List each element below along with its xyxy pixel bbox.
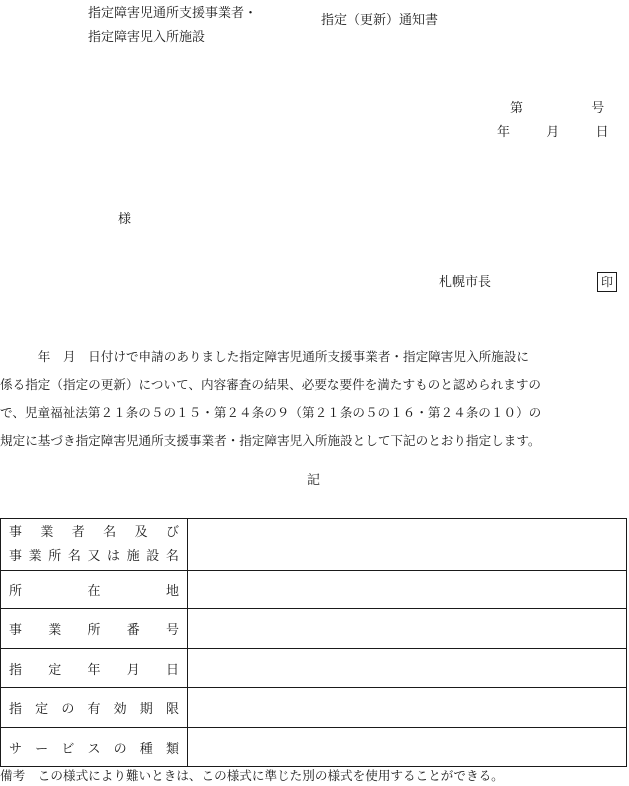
label-row2 <box>1 580 187 599</box>
label-char: ー <box>35 741 49 757</box>
label-char: 設 <box>146 548 160 564</box>
label-cell <box>1 609 188 649</box>
label-char: の <box>61 702 75 717</box>
label-char: 限 <box>165 702 179 717</box>
label-char: 年 <box>87 662 101 678</box>
label-char: 月 <box>126 662 140 678</box>
table-row <box>1 519 627 571</box>
label-row1-line1 <box>9 521 179 545</box>
notice-title-right: 指定（更新）通知書 <box>321 13 439 28</box>
date-month: 月 <box>546 125 560 140</box>
label-char: 地 <box>165 584 179 599</box>
label-char: 定 <box>35 702 49 717</box>
ki-heading: 記 <box>307 473 321 488</box>
label-char: 期 <box>139 702 153 717</box>
title-left-line1: 指定障害児通所支援事業者・ <box>88 6 258 21</box>
label-row6 <box>1 738 187 757</box>
label-char: 事 <box>9 623 23 638</box>
value-cell[interactable] <box>188 728 627 767</box>
label-row1-line2 <box>9 545 179 569</box>
label-row3 <box>1 619 187 638</box>
label-char: 日 <box>165 662 179 678</box>
label-char: 事 <box>9 524 23 540</box>
notice-title-left <box>88 2 257 50</box>
label-char: 番 <box>126 623 140 638</box>
body-line: 規定に基づき指定障害児通所支援事業者・指定障害児入所施設として下記のとおり指定します。 <box>0 433 541 448</box>
label-char: 業 <box>40 524 54 540</box>
reference-number <box>510 102 604 115</box>
label-char: 号 <box>165 623 179 638</box>
label-char: 所 <box>87 623 101 638</box>
date-year: 年 <box>497 125 511 140</box>
label-char: 名 <box>103 524 117 540</box>
label-cell <box>1 571 188 609</box>
table-row <box>1 649 627 688</box>
label-char: 有 <box>87 702 101 717</box>
label-char: 者 <box>71 524 85 540</box>
label-char: ビ <box>61 741 75 757</box>
label-char: 業 <box>48 623 62 638</box>
label-char: 在 <box>87 584 101 599</box>
label-char: ス <box>87 741 101 757</box>
label-cell <box>1 688 188 728</box>
table-row <box>1 609 627 649</box>
label-char: の <box>113 741 127 757</box>
value-cell[interactable] <box>188 571 627 609</box>
value-cell[interactable] <box>188 609 627 649</box>
issue-date <box>497 126 609 139</box>
label-char: 名 <box>67 548 81 564</box>
label-char: 類 <box>165 741 179 757</box>
body-paragraph <box>0 343 629 455</box>
label-char: は <box>107 548 121 564</box>
label-char: 種 <box>139 741 153 757</box>
body-line: で、児童福祉法第２１条の５の１５・第２４条の９（第２１条の５の１６・第２４条の１０）の <box>0 405 542 420</box>
label-row5 <box>1 698 187 717</box>
value-cell[interactable] <box>188 649 627 688</box>
label-cell <box>1 649 188 688</box>
label-char: 指 <box>9 702 23 717</box>
label-char: 所 <box>48 548 62 564</box>
table-row <box>1 688 627 728</box>
label-cell <box>1 519 188 571</box>
date-day: 日 <box>595 125 609 140</box>
label-char: 所 <box>9 584 23 599</box>
table-row <box>1 571 627 609</box>
remarks-note: 備考 この様式により難いときは、この様式に準じた別の様式を使用することができる。 <box>0 768 504 783</box>
label-char: 及 <box>134 524 148 540</box>
label-cell <box>1 728 188 767</box>
addressee-honorific: 様 <box>118 212 132 227</box>
label-char: び <box>165 524 179 540</box>
label-char: 効 <box>113 702 127 717</box>
label-char: 指 <box>9 662 23 678</box>
body-line: 年 月 日付けで申請のありました指定障害児通所支援事業者・指定障害児入所施設に <box>0 349 529 364</box>
label-char: 名 <box>165 548 179 564</box>
label-char: 施 <box>126 548 140 564</box>
value-cell[interactable] <box>188 688 627 728</box>
label-row4 <box>1 659 187 678</box>
designation-table <box>0 518 627 767</box>
body-line: 係る指定（指定の更新）について、内容審査の結果、必要な要件を満たすものと認められますの <box>0 377 542 392</box>
table-row <box>1 728 627 767</box>
label-char: サ <box>9 741 23 757</box>
number-prefix: 第 <box>510 101 524 116</box>
label-char: 定 <box>48 662 62 678</box>
number-suffix: 号 <box>591 101 605 116</box>
title-left-line2: 指定障害児入所施設 <box>88 30 206 45</box>
seal-mark: 印 <box>597 272 617 292</box>
label-char: 又 <box>87 548 101 564</box>
issuer-name: 札幌市長 <box>439 275 492 290</box>
label-char: 事 <box>9 548 23 564</box>
value-cell[interactable] <box>188 519 627 571</box>
label-char: 業 <box>28 548 42 564</box>
